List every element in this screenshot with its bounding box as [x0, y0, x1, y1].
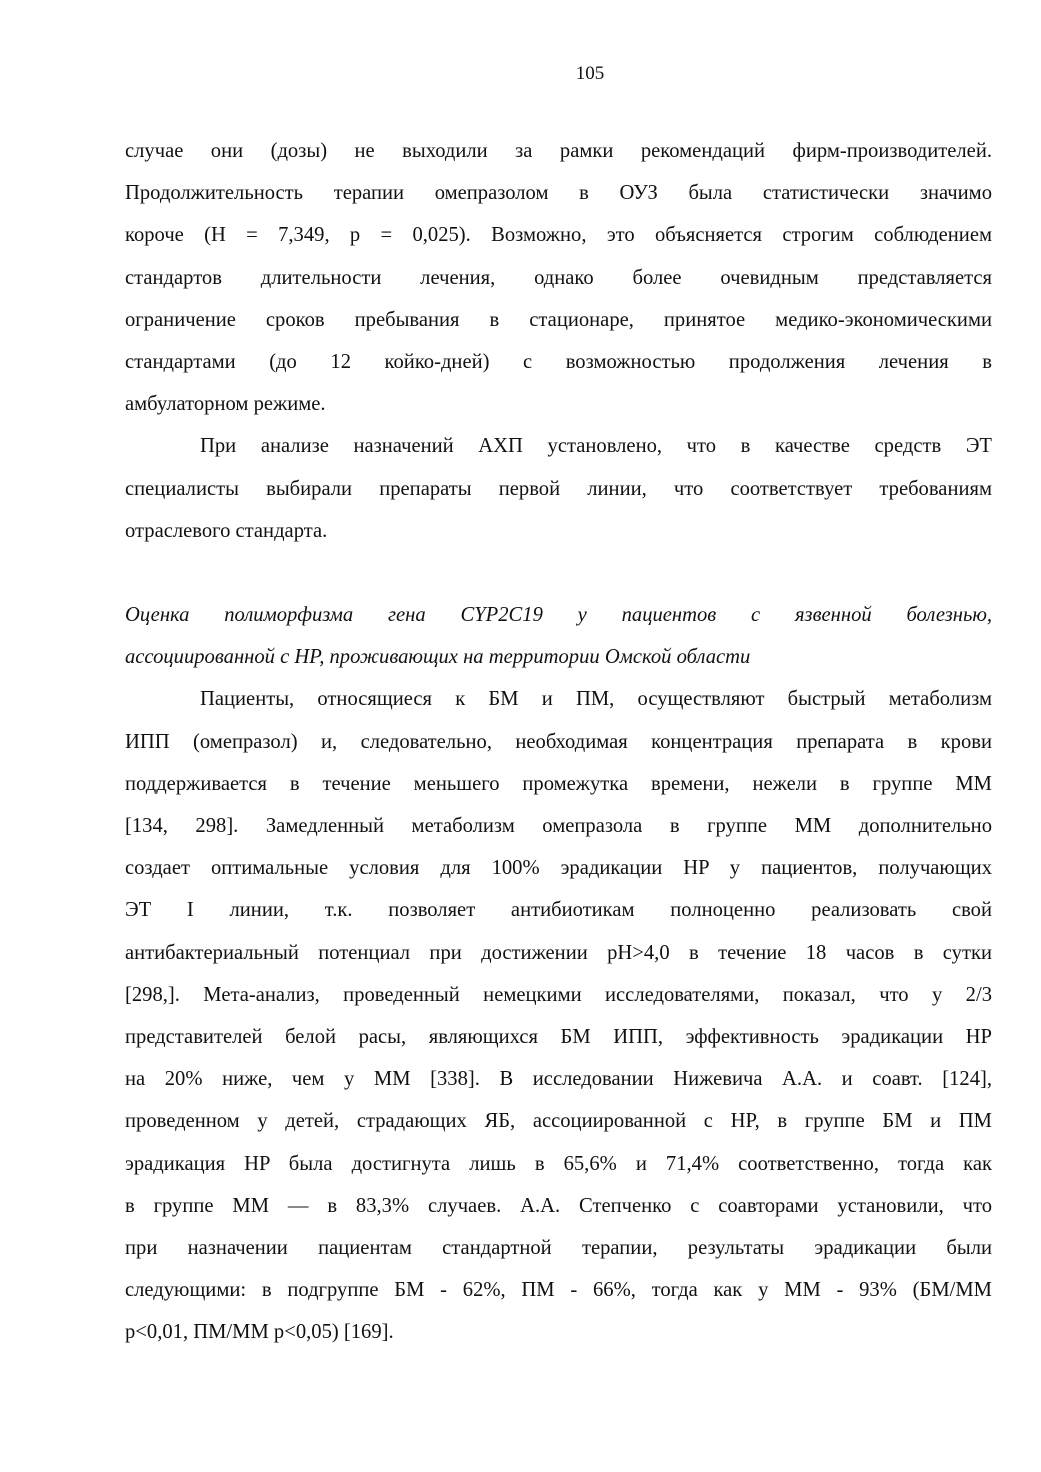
text-line: ограничение сроков пребывания в стационаре, принятое медико-экономическими — [125, 308, 992, 331]
text-line: специалисты выбирали препараты первой линии, что соответствует требованиям — [125, 477, 992, 500]
section-heading — [125, 594, 992, 678]
paragraph-2 — [125, 425, 992, 552]
paragraph-3 — [125, 678, 992, 1353]
paragraph-1 — [125, 130, 992, 425]
text-line: эрадикация HP была достигнута лишь в 65,6% и 71,4% соответственно, тогда как — [125, 1152, 992, 1175]
text-line: При анализе назначений АХП установлено, что в качестве средств ЭТ — [200, 435, 992, 458]
text-line: короче (Н = 7,349, р = 0,025). Возможно, это объясняется строгим соблюдением — [125, 224, 992, 247]
section-spacer — [125, 552, 992, 594]
text-line: [134, 298]. Замедленный метаболизм омепразола в группе ММ дополнительно — [125, 815, 992, 837]
page-number: 105 — [575, 63, 605, 84]
text-line: отраслевого стандарта. — [125, 519, 328, 542]
text-line: p<0,01, ПМ/ММ p<0,05) [169]. — [125, 1321, 394, 1344]
heading-line: ассоциированной с HP, проживающих на территории Омской области — [125, 646, 751, 669]
text-line: проведенном у детей, страдающих ЯБ, ассоциированной с HP, в группе БМ и ПМ — [125, 1110, 992, 1133]
text-line: стандартов длительности лечения, однако более очевидным представляется — [125, 266, 992, 289]
text-line: Пациенты, относящиеся к БМ и ПМ, осуществляют быстрый метаболизм — [200, 688, 992, 711]
text-line: ИПП (омепразол) и, следовательно, необходимая концентрация препарата в крови — [125, 730, 992, 753]
text-line: создает оптимальные условия для 100% эрадикации HP у пациентов, получающих — [125, 857, 992, 880]
text-line: случае они (дозы) не выходили за рамки рекомендаций фирм-производителей. — [125, 140, 992, 162]
text-line: на 20% ниже, чем у ММ [338]. В исследовании Нижевича А.А. и соавт. [124], — [125, 1068, 992, 1091]
text-line: амбулаторном режиме. — [125, 393, 326, 416]
text-line: антибактериальный потенциал при достижении pH>4,0 в течение 18 часов в сутки — [125, 941, 992, 964]
text-line: представителей белой расы, являющихся БМ ИПП, эффективность эрадикации HP — [125, 1025, 992, 1048]
text-line: поддерживается в течение меньшего промежутка времени, нежели в группе ММ — [125, 772, 992, 795]
page-body — [125, 130, 992, 1353]
text-line: ЭТ I линии, т.к. позволяет антибиотикам полноценно реализовать свой — [125, 899, 992, 922]
text-line: [298,]. Мета-анализ, проведенный немецкими исследователями, показал, что у 2/3 — [125, 983, 992, 1006]
text-line: Продолжительность терапии омепразолом в ОУЗ была статистически значимо — [125, 182, 992, 205]
text-line: следующими: в подгруппе БМ - 62%, ПМ - 66%, тогда как у ММ - 93% (БМ/ММ — [125, 1279, 992, 1302]
text-line: в группе ММ — в 83,3% случаев. А.А. Степченко с соавторами установили, что — [125, 1194, 992, 1217]
text-line: стандартами (до 12 койко-дней) с возможностью продолжения лечения в — [125, 350, 992, 373]
heading-line: Оценка полиморфизма гена CYP2C19 у пациентов с язвенной болезнью, — [125, 604, 992, 627]
text-line: при назначении пациентам стандартной терапии, результаты эрадикации были — [125, 1236, 992, 1259]
